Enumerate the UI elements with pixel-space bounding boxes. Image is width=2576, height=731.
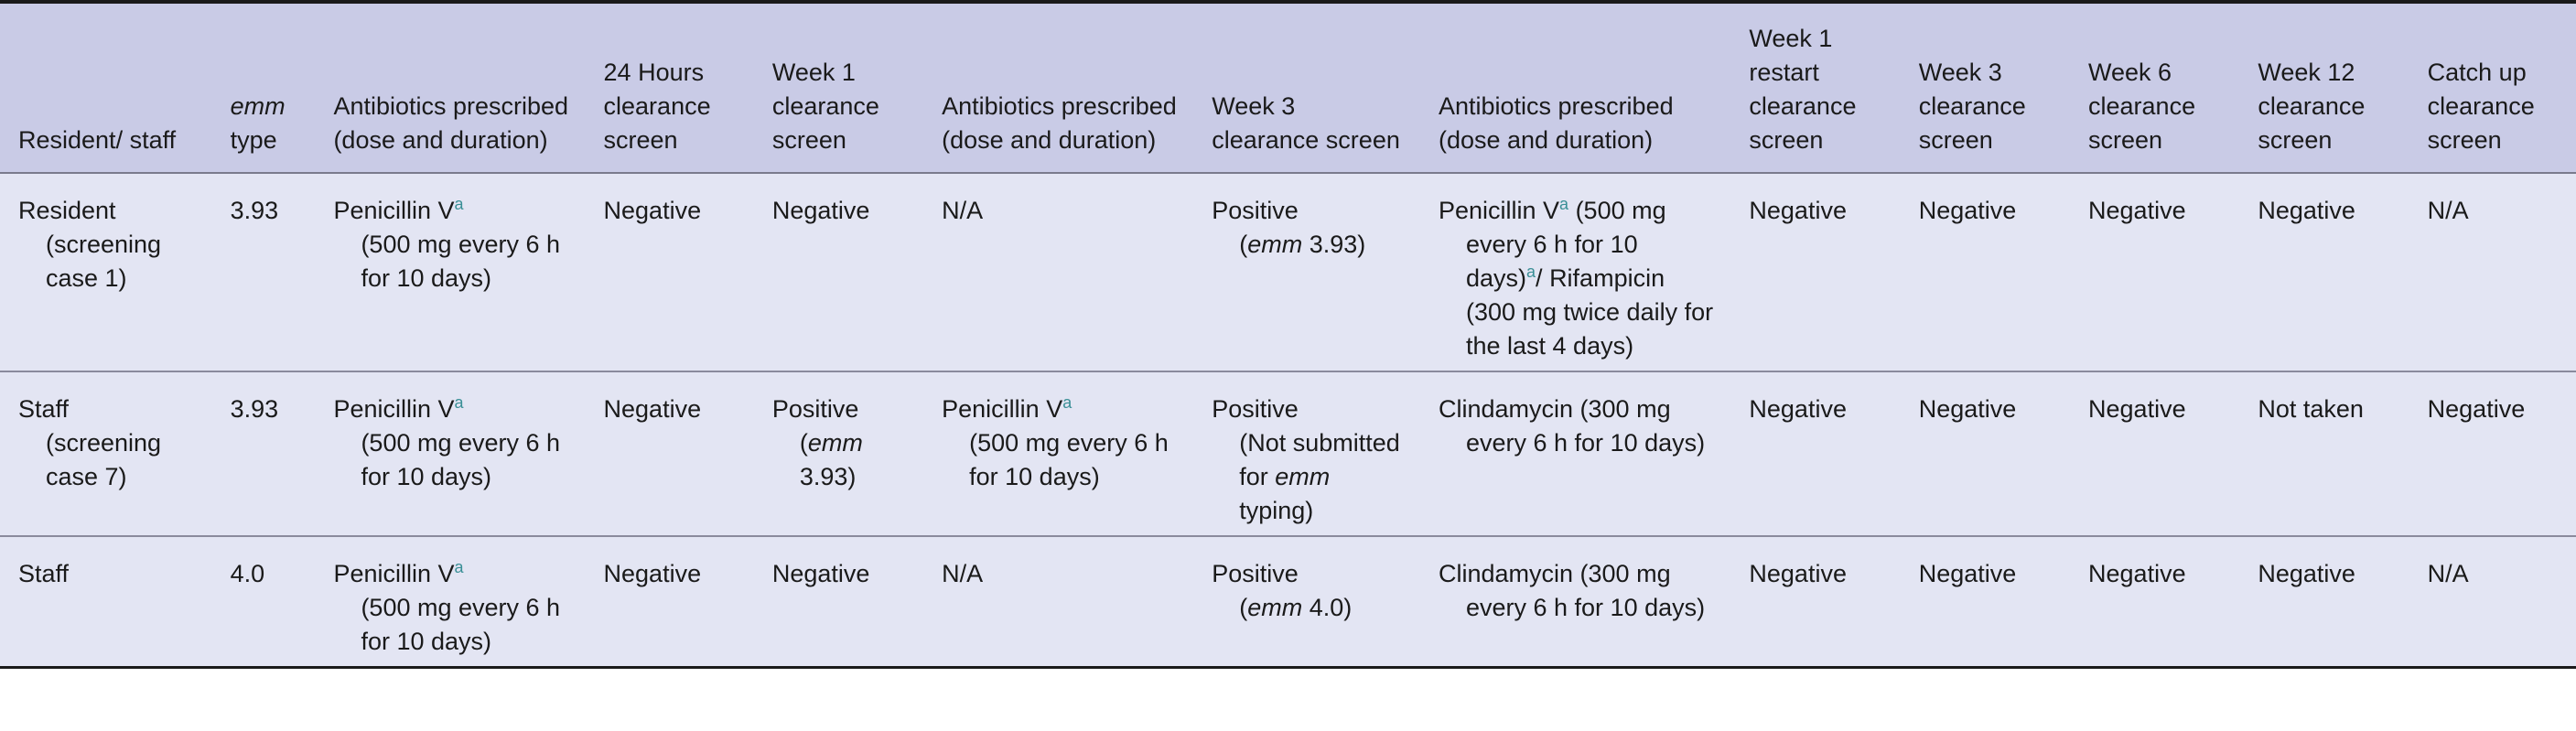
cell-catchup-screen: N/A xyxy=(2409,536,2576,668)
table-row xyxy=(0,371,2576,536)
cell-emm-type: 3.93 xyxy=(212,173,316,371)
cell-week3-screen-2: Negative xyxy=(1901,536,2070,668)
cell-week1-restart-screen: Negative xyxy=(1730,371,1900,536)
cell-week12-screen: Negative xyxy=(2239,536,2409,668)
cell-week6-screen: Negative xyxy=(2070,371,2239,536)
cell-week3-screen: Positive (emm 4.0) xyxy=(1193,536,1420,668)
footnote-marker: a xyxy=(1526,263,1536,281)
footnote-marker: a xyxy=(1062,393,1072,412)
cell-24h-screen: Negative xyxy=(586,173,754,371)
cell-antibiotics-1: Penicillin V$^a$ (500 mg every 6 h for 10 days) xyxy=(315,371,585,536)
col-header-catchup-screen: Catch up clearance screen xyxy=(2409,2,2576,173)
footnote-marker: a xyxy=(454,393,464,412)
cell-week12-screen: Negative xyxy=(2239,173,2409,371)
header-row xyxy=(0,2,2576,173)
cell-24h-screen: Negative xyxy=(586,536,754,668)
cell-antibiotics-2: N/A xyxy=(923,173,1193,371)
cell-antibiotics-3: Clindamycin (300 mg every 6 h for 10 days) xyxy=(1420,536,1730,668)
cell-week1-restart-screen: Negative xyxy=(1730,536,1900,668)
cell-week3-screen: Positive (Not submitted for emm typing) xyxy=(1193,371,1420,536)
cell-emm-type: 3.93 xyxy=(212,371,316,536)
cell-antibiotics-3: Penicillin V$^a$ (500 mg every 6 h for 10 days)$^a$/ Rifampicin (300 mg twice daily for the last 4 days) xyxy=(1420,173,1730,371)
col-header-week12-screen: Week 12 clearance screen xyxy=(2239,2,2409,173)
col-header-antibiotics-3: Antibiotics prescribed (dose and duration) xyxy=(1420,2,1730,173)
cell-week6-screen: Negative xyxy=(2070,536,2239,668)
col-header-week3-screen: Week 3 clearance screen xyxy=(1193,2,1420,173)
cell-catchup-screen: N/A xyxy=(2409,173,2576,371)
footnote-marker: a xyxy=(1559,195,1569,213)
cell-resident-staff: Staff xyxy=(0,536,212,668)
cell-24h-screen: Negative xyxy=(586,371,754,536)
cell-catchup-screen: Negative xyxy=(2409,371,2576,536)
col-header-resident-staff: Resident/ staff xyxy=(0,2,212,173)
cell-week12-screen: Not taken xyxy=(2239,371,2409,536)
cell-week1-screen: Negative xyxy=(754,536,923,668)
cell-antibiotics-1: Penicillin V$^a$ (500 mg every 6 h for 10 days) xyxy=(315,536,585,668)
cell-resident-staff: Resident (screening case 1) xyxy=(0,173,212,371)
cell-week3-screen-2: Negative xyxy=(1901,173,2070,371)
cell-antibiotics-3: Clindamycin (300 mg every 6 h for 10 days) xyxy=(1420,371,1730,536)
cell-week6-screen: Negative xyxy=(2070,173,2239,371)
cell-antibiotics-2: N/A xyxy=(923,536,1193,668)
cell-antibiotics-2: Penicillin V$^a$ (500 mg every 6 h for 10 days) xyxy=(923,371,1193,536)
cell-week3-screen: Positive (emm 3.93) xyxy=(1193,173,1420,371)
col-header-week1-restart-screen: Week 1 restart clearance screen xyxy=(1730,2,1900,173)
cell-week3-screen-2: Negative xyxy=(1901,371,2070,536)
col-header-week3-screen-2: Week 3 clearance screen xyxy=(1901,2,2070,173)
col-header-week6-screen: Week 6 clearance screen xyxy=(2070,2,2239,173)
cell-antibiotics-1: Penicillin V$^a$ (500 mg every 6 h for 10 days) xyxy=(315,173,585,371)
col-header-antibiotics-2: Antibiotics prescribed (dose and duration) xyxy=(923,2,1193,173)
cell-week1-screen: Positive (emm 3.93) xyxy=(754,371,923,536)
col-header-week1-screen: Week 1 clearance screen xyxy=(754,2,923,173)
col-header-emm-type: emm type xyxy=(212,2,316,173)
cell-emm-type: 4.0 xyxy=(212,536,316,668)
table-row xyxy=(0,536,2576,668)
footnote-marker: a xyxy=(454,558,464,576)
col-header-antibiotics-1: Antibiotics prescribed (dose and duration) xyxy=(315,2,585,173)
table-row xyxy=(0,173,2576,371)
footnote-marker: a xyxy=(454,195,464,213)
cell-week1-restart-screen: Negative xyxy=(1730,173,1900,371)
cell-week1-screen: Negative xyxy=(754,173,923,371)
col-header-24h-screen: 24 Hours clearance screen xyxy=(586,2,754,173)
cell-resident-staff: Staff (screening case 7) xyxy=(0,371,212,536)
